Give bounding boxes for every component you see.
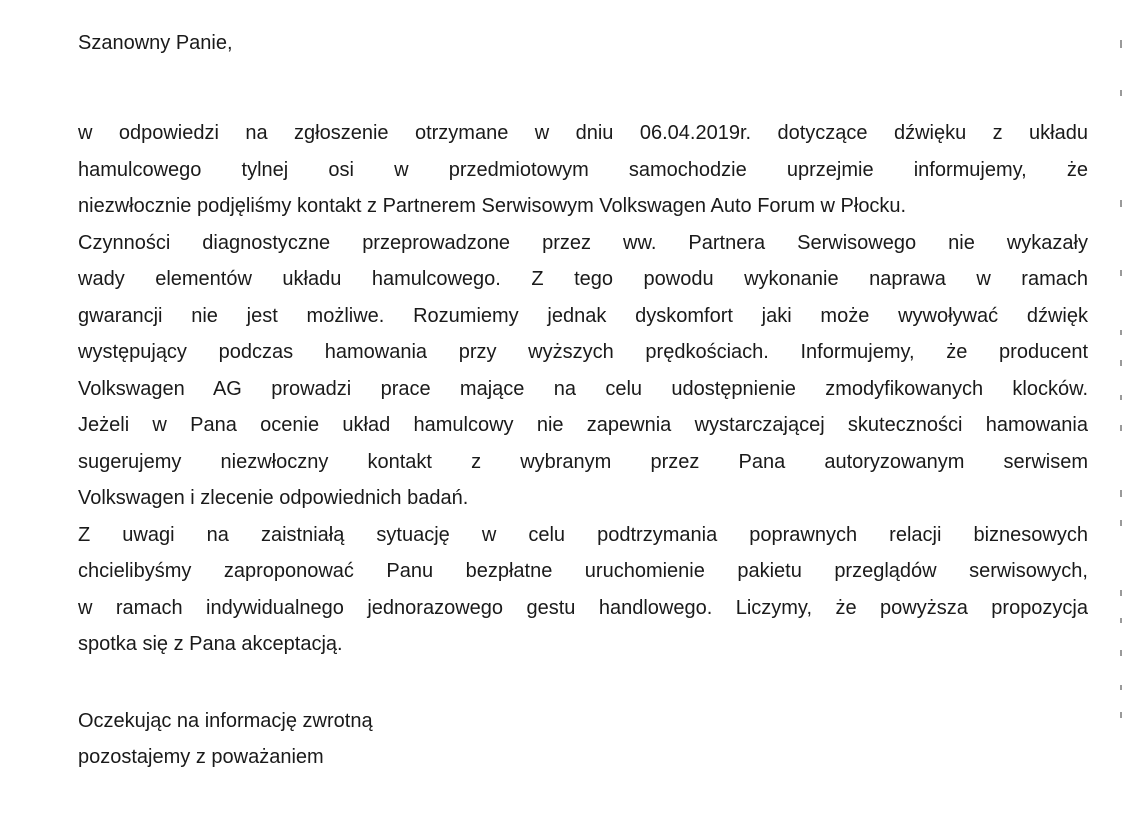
paragraph-line: Volkswagen AG prowadzi prace mające na celu udostępnienie zmodyfikowanych klocków. <box>78 377 1088 400</box>
paragraph-complaint-response <box>78 115 1088 225</box>
closing-block <box>78 703 1088 776</box>
scan-mark <box>1120 650 1122 656</box>
paragraph-line: niezwłocznie podjęliśmy kontakt z Partnerem Serwisowym Volkswagen Auto Forum w Płocku. <box>78 195 907 217</box>
paragraph-line: w odpowiedzi na zgłoszenie otrzymane w dniu 06.04.2019r. dotyczące dźwięku z układu <box>78 122 1088 144</box>
scan-mark <box>1120 200 1122 207</box>
paragraph-line: Z uwagi na zaistniałą sytuację w celu podtrzymania poprawnych relacji biznesowych <box>78 523 1088 546</box>
scan-mark <box>1120 685 1122 690</box>
scan-mark <box>1120 520 1122 526</box>
paragraph-diagnostics <box>78 225 1088 517</box>
paragraph-line: Czynności diagnostyczne przeprowadzone przez ww. Partnera Serwisowego nie wykazały <box>78 231 1088 254</box>
paragraph-line: w ramach indywidualnego jednorazowego gestu handlowego. Liczymy, że powyższa propozycja <box>78 596 1088 619</box>
scan-mark <box>1120 490 1122 497</box>
paragraph-line: sugerujemy niezwłoczny kontakt z wybranym przez Pana autoryzowanym serwisem <box>78 450 1088 473</box>
scan-mark <box>1120 618 1122 623</box>
paragraph-line: Jeżeli w Pana ocenie układ hamulcowy nie zapewnia wystarczającej skuteczności hamowania <box>78 414 1088 436</box>
salutation: Szanowny Panie, <box>78 32 233 54</box>
scan-mark <box>1120 395 1122 400</box>
closing-line: Oczekując na informację zwrotną <box>78 709 373 732</box>
paragraph-line: gwarancji nie jest możliwe. Rozumiemy jednak dyskomfort jaki może wywoływać dźwięk <box>78 304 1088 327</box>
paragraph-line: wady elementów układu hamulcowego. Z tego powodu wykonanie naprawa w ramach <box>78 268 1088 290</box>
paragraph-line: chcielibyśmy zaproponować Panu bezpłatne uruchomienie pakietu przeglądów serwisowych, <box>78 560 1088 582</box>
letter-body <box>78 28 1088 776</box>
scan-mark <box>1120 590 1122 596</box>
scan-mark <box>1120 40 1122 48</box>
closing-line: pozostajemy z poważaniem <box>78 746 324 768</box>
scan-mark <box>1120 90 1122 96</box>
scan-mark <box>1120 425 1122 431</box>
scan-mark <box>1120 330 1122 335</box>
paragraph-line: Volkswagen i zlecenie odpowiednich badań. <box>78 487 469 509</box>
scan-mark <box>1120 270 1122 276</box>
paragraph-line: występujący podczas hamowania przy wyższych prędkościach. Informujemy, że producent <box>78 341 1088 363</box>
scan-mark <box>1120 712 1122 718</box>
paragraph-line: hamulcowego tylnej osi w przedmiotowym samochodzie uprzejmie informujemy, że <box>78 158 1088 181</box>
scan-mark <box>1120 360 1122 366</box>
paragraph-line: spotka się z Pana akceptacją. <box>78 633 343 655</box>
scan-edge-artifacts <box>1111 0 1125 833</box>
paragraph-goodwill-offer <box>78 517 1088 663</box>
